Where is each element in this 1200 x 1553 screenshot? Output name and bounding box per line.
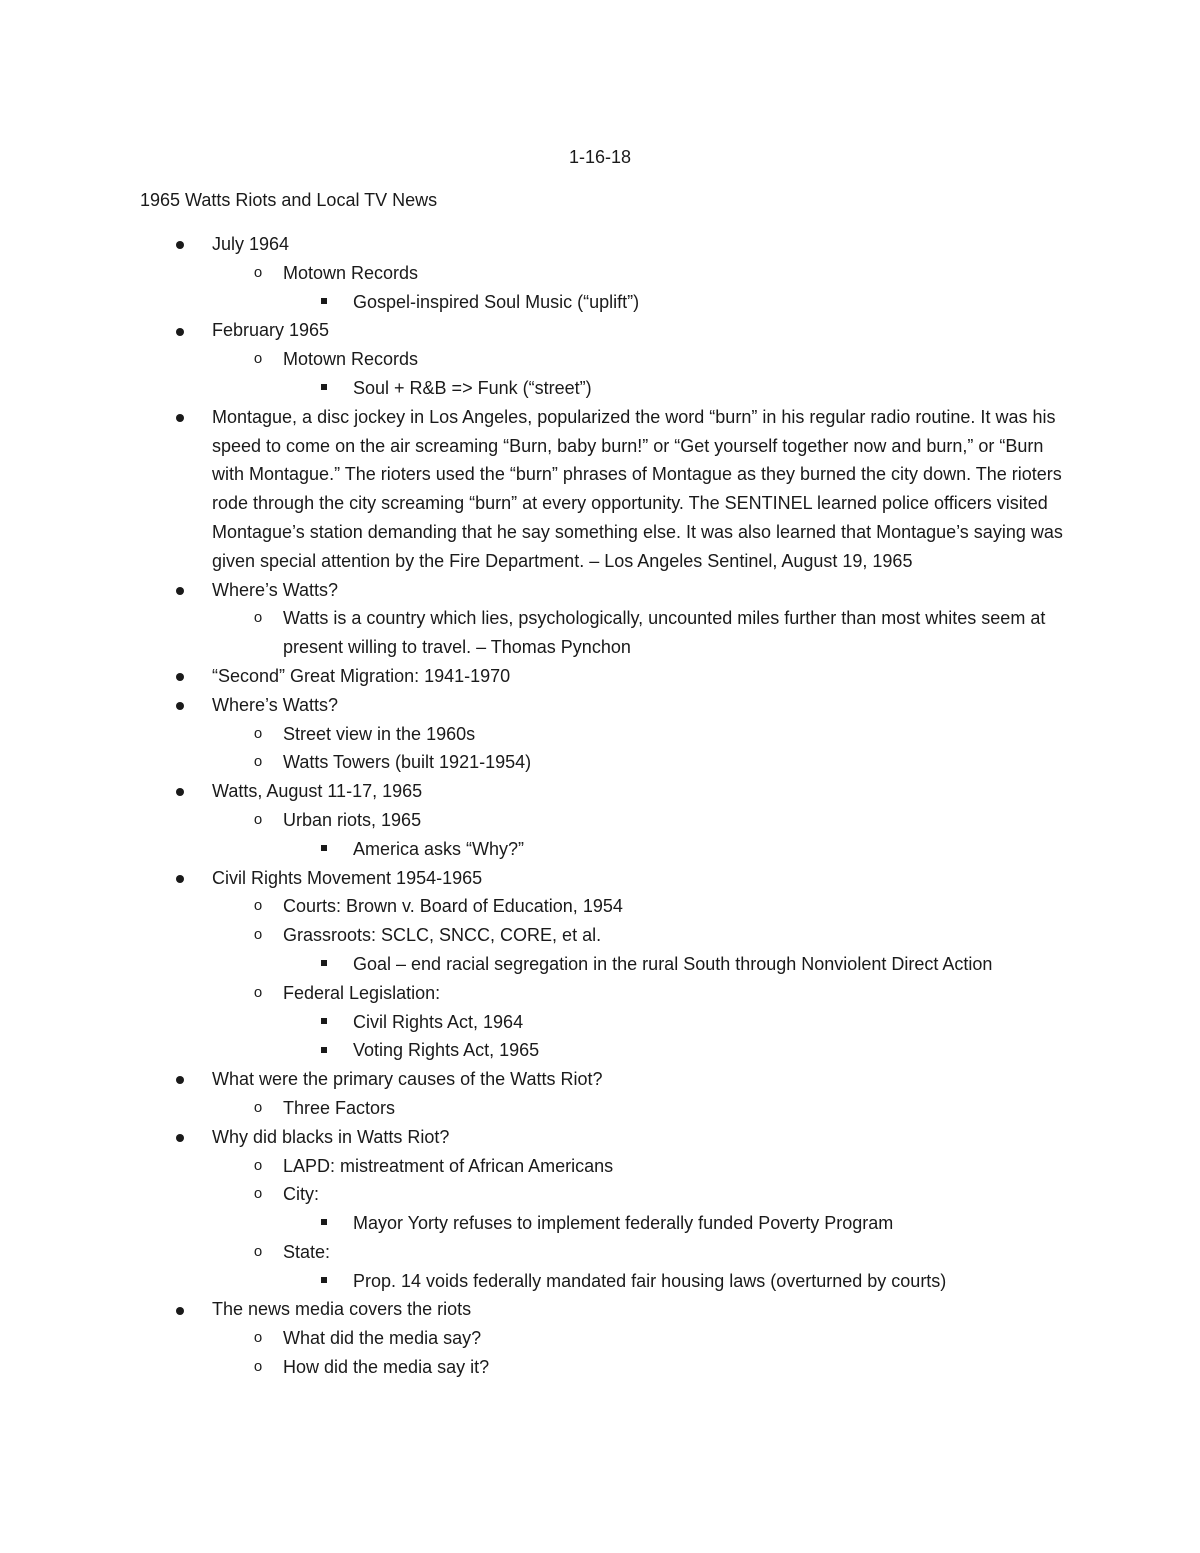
bullet-icon — [170, 1295, 190, 1324]
list-item: Why did blacks in Watts Riot? — [140, 1123, 1070, 1152]
list-item: The news media covers the riots — [140, 1295, 1070, 1324]
list-item: Mayor Yorty refuses to implement federally funded Poverty Program — [140, 1209, 1070, 1238]
bullet-icon — [170, 1123, 190, 1152]
square-bullet-icon — [314, 835, 334, 864]
list-item: America asks “Why?” — [140, 835, 1070, 864]
list-item: July 1964 — [140, 230, 1070, 259]
hollow-bullet-icon: o — [253, 810, 263, 828]
square-bullet-icon — [314, 1267, 334, 1296]
bullet-icon — [170, 403, 190, 432]
document-date: 1-16-18 — [568, 147, 632, 167]
list-item: o Street view in the 1960s — [140, 720, 1070, 749]
document-title: 1965 Watts Riots and Local TV News — [140, 190, 438, 210]
hollow-bullet-icon: o — [253, 724, 263, 742]
square-bullet-icon — [314, 1036, 334, 1065]
bullet-icon — [170, 662, 190, 691]
square-bullet-icon — [314, 1209, 334, 1238]
list-item: o LAPD: mistreatment of African Americans — [140, 1152, 1070, 1181]
list-item: Montague, a disc jockey in Los Angeles, popularized the word “burn” in his regular radio routine. It was his speed to come on the air screaming “Burn, baby burn!” or “Get yourself together now and burn,” or “Burn with Montague.” The rioters used the “burn” phrases of Montague as they burned the city down. The rioters rode through the city screaming “burn” at every opportunity. The SENTINEL learned police officers visited Montague’s station demanding that he say something else. It was also learned that Montague’s saying was given special attention by the Fire Department. – Los Angeles Sentinel, August 19, 1965 — [140, 403, 1070, 576]
square-bullet-icon — [314, 288, 334, 317]
hollow-bullet-icon: o — [253, 350, 263, 368]
hollow-bullet-icon: o — [253, 1098, 263, 1116]
bullet-icon — [170, 691, 190, 720]
list-item: o Watts Towers (built 1921-1954) — [140, 748, 1070, 777]
list-item: Goal – end racial segregation in the rural South through Nonviolent Direct Action — [140, 950, 1070, 979]
hollow-bullet-icon: o — [253, 1242, 263, 1260]
list-item: Civil Rights Act, 1964 — [140, 1008, 1070, 1037]
list-item: Watts, August 11-17, 1965 — [140, 777, 1070, 806]
list-item: February 1965 — [140, 316, 1070, 345]
bullet-icon — [170, 777, 190, 806]
bullet-icon — [170, 230, 190, 259]
list-item: o Three Factors — [140, 1094, 1070, 1123]
square-bullet-icon — [314, 374, 334, 403]
square-bullet-icon — [314, 950, 334, 979]
list-item: o Urban riots, 1965 — [140, 806, 1070, 835]
square-bullet-icon — [314, 1008, 334, 1037]
bullet-icon — [170, 864, 190, 893]
list-item: o State: — [140, 1238, 1070, 1267]
list-item: o Watts is a country which lies, psychologically, uncounted miles further than most whites seem at present willing to travel. – Thomas Pynchon — [140, 604, 1070, 662]
hollow-bullet-icon: o — [253, 1156, 263, 1174]
list-item: o Federal Legislation: — [140, 979, 1070, 1008]
list-item: Prop. 14 voids federally mandated fair housing laws (overturned by courts) — [140, 1267, 1070, 1296]
hollow-bullet-icon: o — [253, 1358, 263, 1376]
list-item: o Grassroots: SCLC, SNCC, CORE, et al. — [140, 921, 1070, 950]
hollow-bullet-icon: o — [253, 609, 263, 627]
list-item: Where’s Watts? — [140, 691, 1070, 720]
list-item: o Motown Records — [140, 345, 1070, 374]
list-item: o What did the media say? — [140, 1324, 1070, 1353]
bullet-icon — [170, 316, 190, 345]
list-item: o Motown Records — [140, 259, 1070, 288]
bullet-icon — [170, 576, 190, 605]
list-item: “Second” Great Migration: 1941-1970 — [140, 662, 1070, 691]
list-item: Gospel-inspired Soul Music (“uplift”) — [140, 288, 1070, 317]
list-item: o Courts: Brown v. Board of Education, 1954 — [140, 892, 1070, 921]
hollow-bullet-icon: o — [253, 983, 263, 1001]
hollow-bullet-icon: o — [253, 753, 263, 771]
list-item: Where’s Watts? — [140, 576, 1070, 605]
notes-list — [140, 230, 1070, 1382]
list-item: o City: — [140, 1180, 1070, 1209]
list-item: o How did the media say it? — [140, 1353, 1070, 1382]
hollow-bullet-icon: o — [253, 1329, 263, 1347]
list-item: Voting Rights Act, 1965 — [140, 1036, 1070, 1065]
hollow-bullet-icon: o — [253, 897, 263, 915]
list-item: What were the primary causes of the Watts Riot? — [140, 1065, 1070, 1094]
hollow-bullet-icon: o — [253, 1185, 263, 1203]
bullet-icon — [170, 1065, 190, 1094]
hollow-bullet-icon: o — [253, 926, 263, 944]
list-item: Civil Rights Movement 1954-1965 — [140, 864, 1070, 893]
hollow-bullet-icon: o — [253, 263, 263, 281]
list-item: Soul + R&B => Funk (“street”) — [140, 374, 1070, 403]
